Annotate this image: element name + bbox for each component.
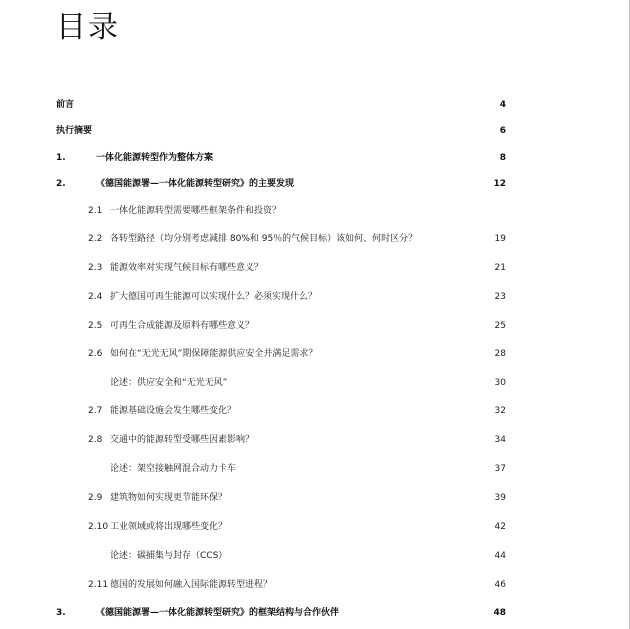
toc-entry-number: 2.3 <box>88 263 103 273</box>
toc-entry-label: 论述：供应安全和“无光无风” <box>110 378 228 388</box>
toc-entry-number: 2.4 <box>88 292 103 302</box>
toc-entry-label: 执行摘要 <box>56 126 93 136</box>
toc-entry-label: 能源效率对实现气候目标有哪些意义？ <box>110 263 264 273</box>
toc-entry[interactable] <box>0 150 630 166</box>
toc-entry-page: 44 <box>494 551 506 561</box>
toc-entry-label: 一体化能源转型需要哪些框架条件和投资？ <box>110 206 282 216</box>
toc-entry-page: 30 <box>494 378 506 388</box>
toc-entry-page: 46 <box>494 580 506 590</box>
toc-entry-page: 8 <box>499 153 506 163</box>
toc-entry-label: 一体化能源转型作为整体方案 <box>96 153 214 163</box>
toc-entry-label: 扩大德国可再生能源可以实现什么？必须实现什么？ <box>110 292 318 302</box>
toc-entry[interactable] <box>0 203 630 219</box>
toc-entry-label: 论述：碳捕集与封存（CCS） <box>110 551 228 561</box>
toc-entry[interactable] <box>0 548 630 564</box>
toc-entry[interactable] <box>0 403 630 419</box>
toc-entry-number: 2.5 <box>88 321 103 331</box>
toc-entry-label: 交通中的能源转型受哪些因素影响？ <box>110 435 255 445</box>
toc-entry[interactable] <box>0 346 630 362</box>
toc-entry-number: 2.7 <box>88 406 103 416</box>
toc-entry-page: 25 <box>494 321 506 331</box>
toc-entry[interactable] <box>0 432 630 448</box>
toc-entry-page: 23 <box>494 292 506 302</box>
toc-entry[interactable] <box>0 577 630 593</box>
toc-entry-label: 工业领域或将出现哪些变化？ <box>110 522 228 532</box>
toc-entry[interactable] <box>0 97 630 113</box>
toc-entry[interactable] <box>0 461 630 477</box>
toc-entry-page: 4 <box>499 100 506 110</box>
toc-entry-number: 1. <box>56 153 66 163</box>
toc-entry-number: 2.9 <box>88 493 103 503</box>
toc-entry-page: 48 <box>493 608 506 618</box>
toc-entry-label: 如何在“无光无风”期保障能源供应安全并满足需求？ <box>110 349 318 359</box>
toc-entry-page: 37 <box>494 464 506 474</box>
toc-entry[interactable] <box>0 318 630 334</box>
toc-entry[interactable] <box>0 605 630 621</box>
toc-entry-number: 2.1 <box>88 206 103 216</box>
toc-entry-label: 各转型路径（均分别考虑减排 80%和 95％的气候目标）该如何、何时区分？ <box>110 234 418 244</box>
page-title: 目录 <box>56 10 120 45</box>
toc-entry-page: 21 <box>494 263 506 273</box>
toc-entry[interactable] <box>0 176 630 192</box>
toc-entry-label: 《德国能源署—一体化能源转型研究》的主要发现 <box>96 179 295 189</box>
toc-entry[interactable] <box>0 260 630 276</box>
toc-entry-page: 12 <box>493 179 506 189</box>
toc-entry-number: 2. <box>56 179 66 189</box>
toc-entry-page: 34 <box>494 435 506 445</box>
toc-entry-page: 28 <box>494 349 506 359</box>
toc-entry-label: 前言 <box>56 100 75 110</box>
toc-entry-page: 19 <box>494 234 506 244</box>
toc-entry-number: 3. <box>56 608 66 618</box>
toc-entry-number: 2.11 <box>88 580 109 590</box>
toc-entry-number: 2.8 <box>88 435 103 445</box>
toc-entry-label: 建筑物如何实现更节能环保？ <box>110 493 228 503</box>
toc-entry-number: 2.6 <box>88 349 103 359</box>
toc-entry-number: 2.10 <box>88 522 109 532</box>
toc-entry-number: 2.2 <box>88 234 103 244</box>
toc-entry[interactable] <box>0 519 630 535</box>
toc-entry[interactable] <box>0 490 630 506</box>
toc-entry[interactable] <box>0 123 630 139</box>
toc-entry-label: 《德国能源署—一体化能源转型研究》的框架结构与合作伙伴 <box>96 608 340 618</box>
toc-entry-label: 德国的发展如何融入国际能源转型进程？ <box>110 580 273 590</box>
toc-entry[interactable] <box>0 375 630 391</box>
toc-entry-label: 论述：架空接触网混合动力卡车 <box>110 464 237 474</box>
toc-entry-page: 6 <box>499 126 506 136</box>
toc-entry-page: 32 <box>494 406 506 416</box>
toc-entry-label: 能源基础设施会发生哪些变化？ <box>110 406 237 416</box>
toc-entry[interactable] <box>0 289 630 305</box>
toc-entry-page: 42 <box>494 522 506 532</box>
toc-entry[interactable] <box>0 231 630 247</box>
toc-entry-page: 39 <box>494 493 506 503</box>
toc-entry-label: 可再生合成能源及原料有哪些意义？ <box>110 321 255 331</box>
